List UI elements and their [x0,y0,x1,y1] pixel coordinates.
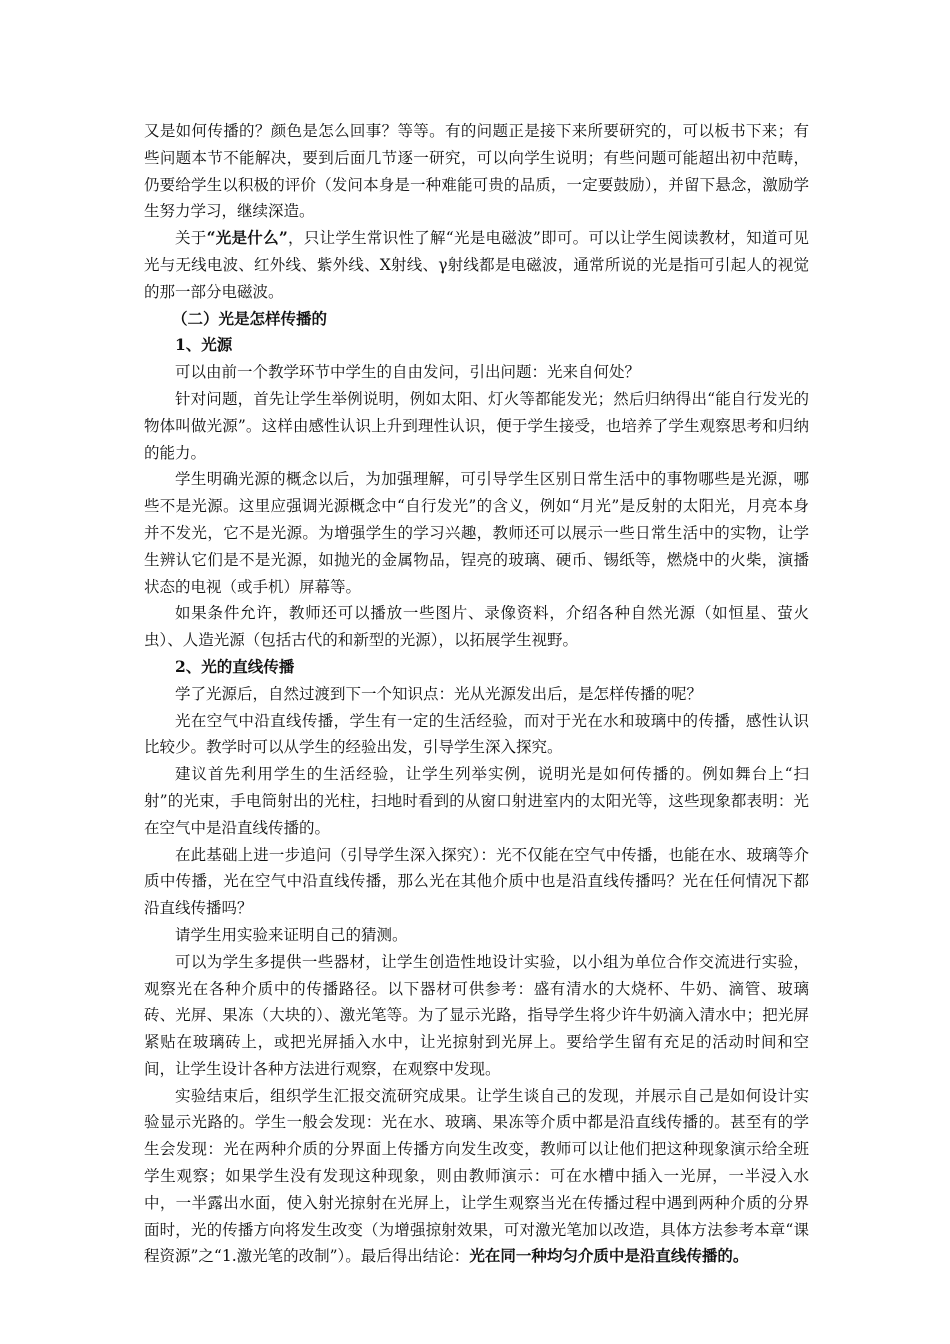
section-heading: （二）光是怎样传播的 [172,308,328,328]
paragraph: 建议首先利用学生的生活经验，让学生列举实例，说明光是如何传播的。例如舞台上“扫射”的光束，手电筒射出的光柱，扫地时看到的从窗口射进室内的太阳光等，这些现象都表明：光在空气中是沿直线传播的。 [144,765,809,837]
paragraph: 在此基础上进一步追问（引导学生深入探究）：光不仅能在空气中传播，也能在水、玻璃等介质中传播，光在空气中沿直线传播，那么光在其他介质中也是沿直线传播吗？光在任何情况下都沿直线传播吗？ [144,845,809,918]
paragraph-conclusion [144,1083,809,1271]
paragraph: 学生明确光源的概念以后，为加强理解，可引导学生区别日常生活中的事物哪些是光源，哪些不是光源。这里应强调光源概念中“自行发光”的含义，例如“月光”是反射的太阳光，月亮本身并不发光，它不是光源。为增强学生的学习兴趣，教师还可以展示一些日常生活中的实物，让学生辨认它们是不是光源，如抛光的金属物品，锃亮的玻璃、硬币、锡纸等，燃烧中的火柴，演播状态的电视（或手机）屏幕等。 [144,470,809,596]
document-body [144,118,809,1270]
paragraph: 光在空气中沿直线传播，学生有一定的生活经验，而对于光在水和玻璃中的传播，感性认识比较少。教学时可以从学生的经验出发，引导学生深入探究。 [144,711,809,757]
paragraph: 请学生用实验来证明自己的猜测。 [175,925,408,944]
subsection-heading-rectilinear-propagation: 2、光的直线传播 [175,656,295,676]
paragraph-text: 关于 [175,229,207,248]
bold-phrase: “光是什么” [206,228,288,248]
subsection-heading-light-source: 1、光源 [175,335,233,355]
paragraph: 可以为学生多提供一些器材，让学生创造性地设计实验，以小组为单位合作交流进行实验，观察光在各种介质中的传播路径。以下器材可供参考：盛有清水的大烧杯、牛奶、滴管、玻璃砖、光屏、果冻（大块的）、激光笔等。为了显示光路，指导学生将少许牛奶滴入清水中；把光屏紧贴在玻璃砖上，或把光屏插入水中，让光掠射到光屏上。要给学生留有充足的活动时间和空间，让学生设计各种方法进行观察，在观察中发现。 [144,952,809,1078]
paragraph: 针对问题，首先让学生举例说明，例如太阳、灯火等都能发光；然后归纳得出“能自行发光的物体叫做光源”。这样由感性认识上升到理性认识，便于学生接受，也培养了学生观察思考和归纳的能力。 [144,389,809,462]
paragraph-text: ，只让学生常识性了解“光是电磁波”即可。可以让学生阅读教材，知道可见光与无线电波、红外线、紫外线、X射线、γ射线都是电磁波，通常所说的光是指可引起人的视觉的那一部分电磁波。 [144,229,809,301]
paragraph-what-is-light [144,225,809,305]
paragraph: 可以由前一个教学环节中学生的自由发问，引出问题：光来自何处？ [175,363,641,382]
paragraph-questions: 又是如何传播的？颜色是怎么回事？等等。有的问题正是接下来所要研究的，可以板书下来；有些问题本节不能解决，要到后面几节逐一研究，可以向学生说明；有些问题可能超出初中范畴，仍要给学生以积极的评价（发问本身是一种难能可贵的品质，一定要鼓励），并留下悬念，激励学生努力学习，继续深造。 [144,122,809,221]
conclusion-bold: 光在同一种均匀介质中是沿直线传播的。 [469,1246,749,1266]
paragraph: 如果条件允许，教师还可以播放一些图片、录像资料，介绍各种自然光源（如恒星、萤火虫）、人造光源（包括古代的和新型的光源），以拓展学生视野。 [144,604,809,650]
paragraph-text: 实验结束后，组织学生汇报交流研究成果。让学生谈自己的发现，并展示自己是如何设计实验显示光路的。学生一般会发现：光在水、玻璃、果冻等介质中都是沿直线传播的。甚至有的学生会发现：光在两种介质的分界面上传播方向发生改变，教师可以让他们把这种现象演示给全班学生观察；如果学生没有发现这种现象，则由教师演示：可在水槽中插入一光屏，一半浸入水中，一半露出水面，使入射光掠射在光屏上，让学生观察当光在传播过程中遇到两种介质的分界面时，光的传播方向将发生改变（为增强掠射效果，可对激光笔加以改造，具体方法参考本章“课程资源”之“1.激光笔的改制”）。最后得出结论： [144,1086,809,1266]
paragraph: 学了光源后，自然过渡到下一个知识点：光从光源发出后，是怎样传播的呢？ [175,684,703,703]
